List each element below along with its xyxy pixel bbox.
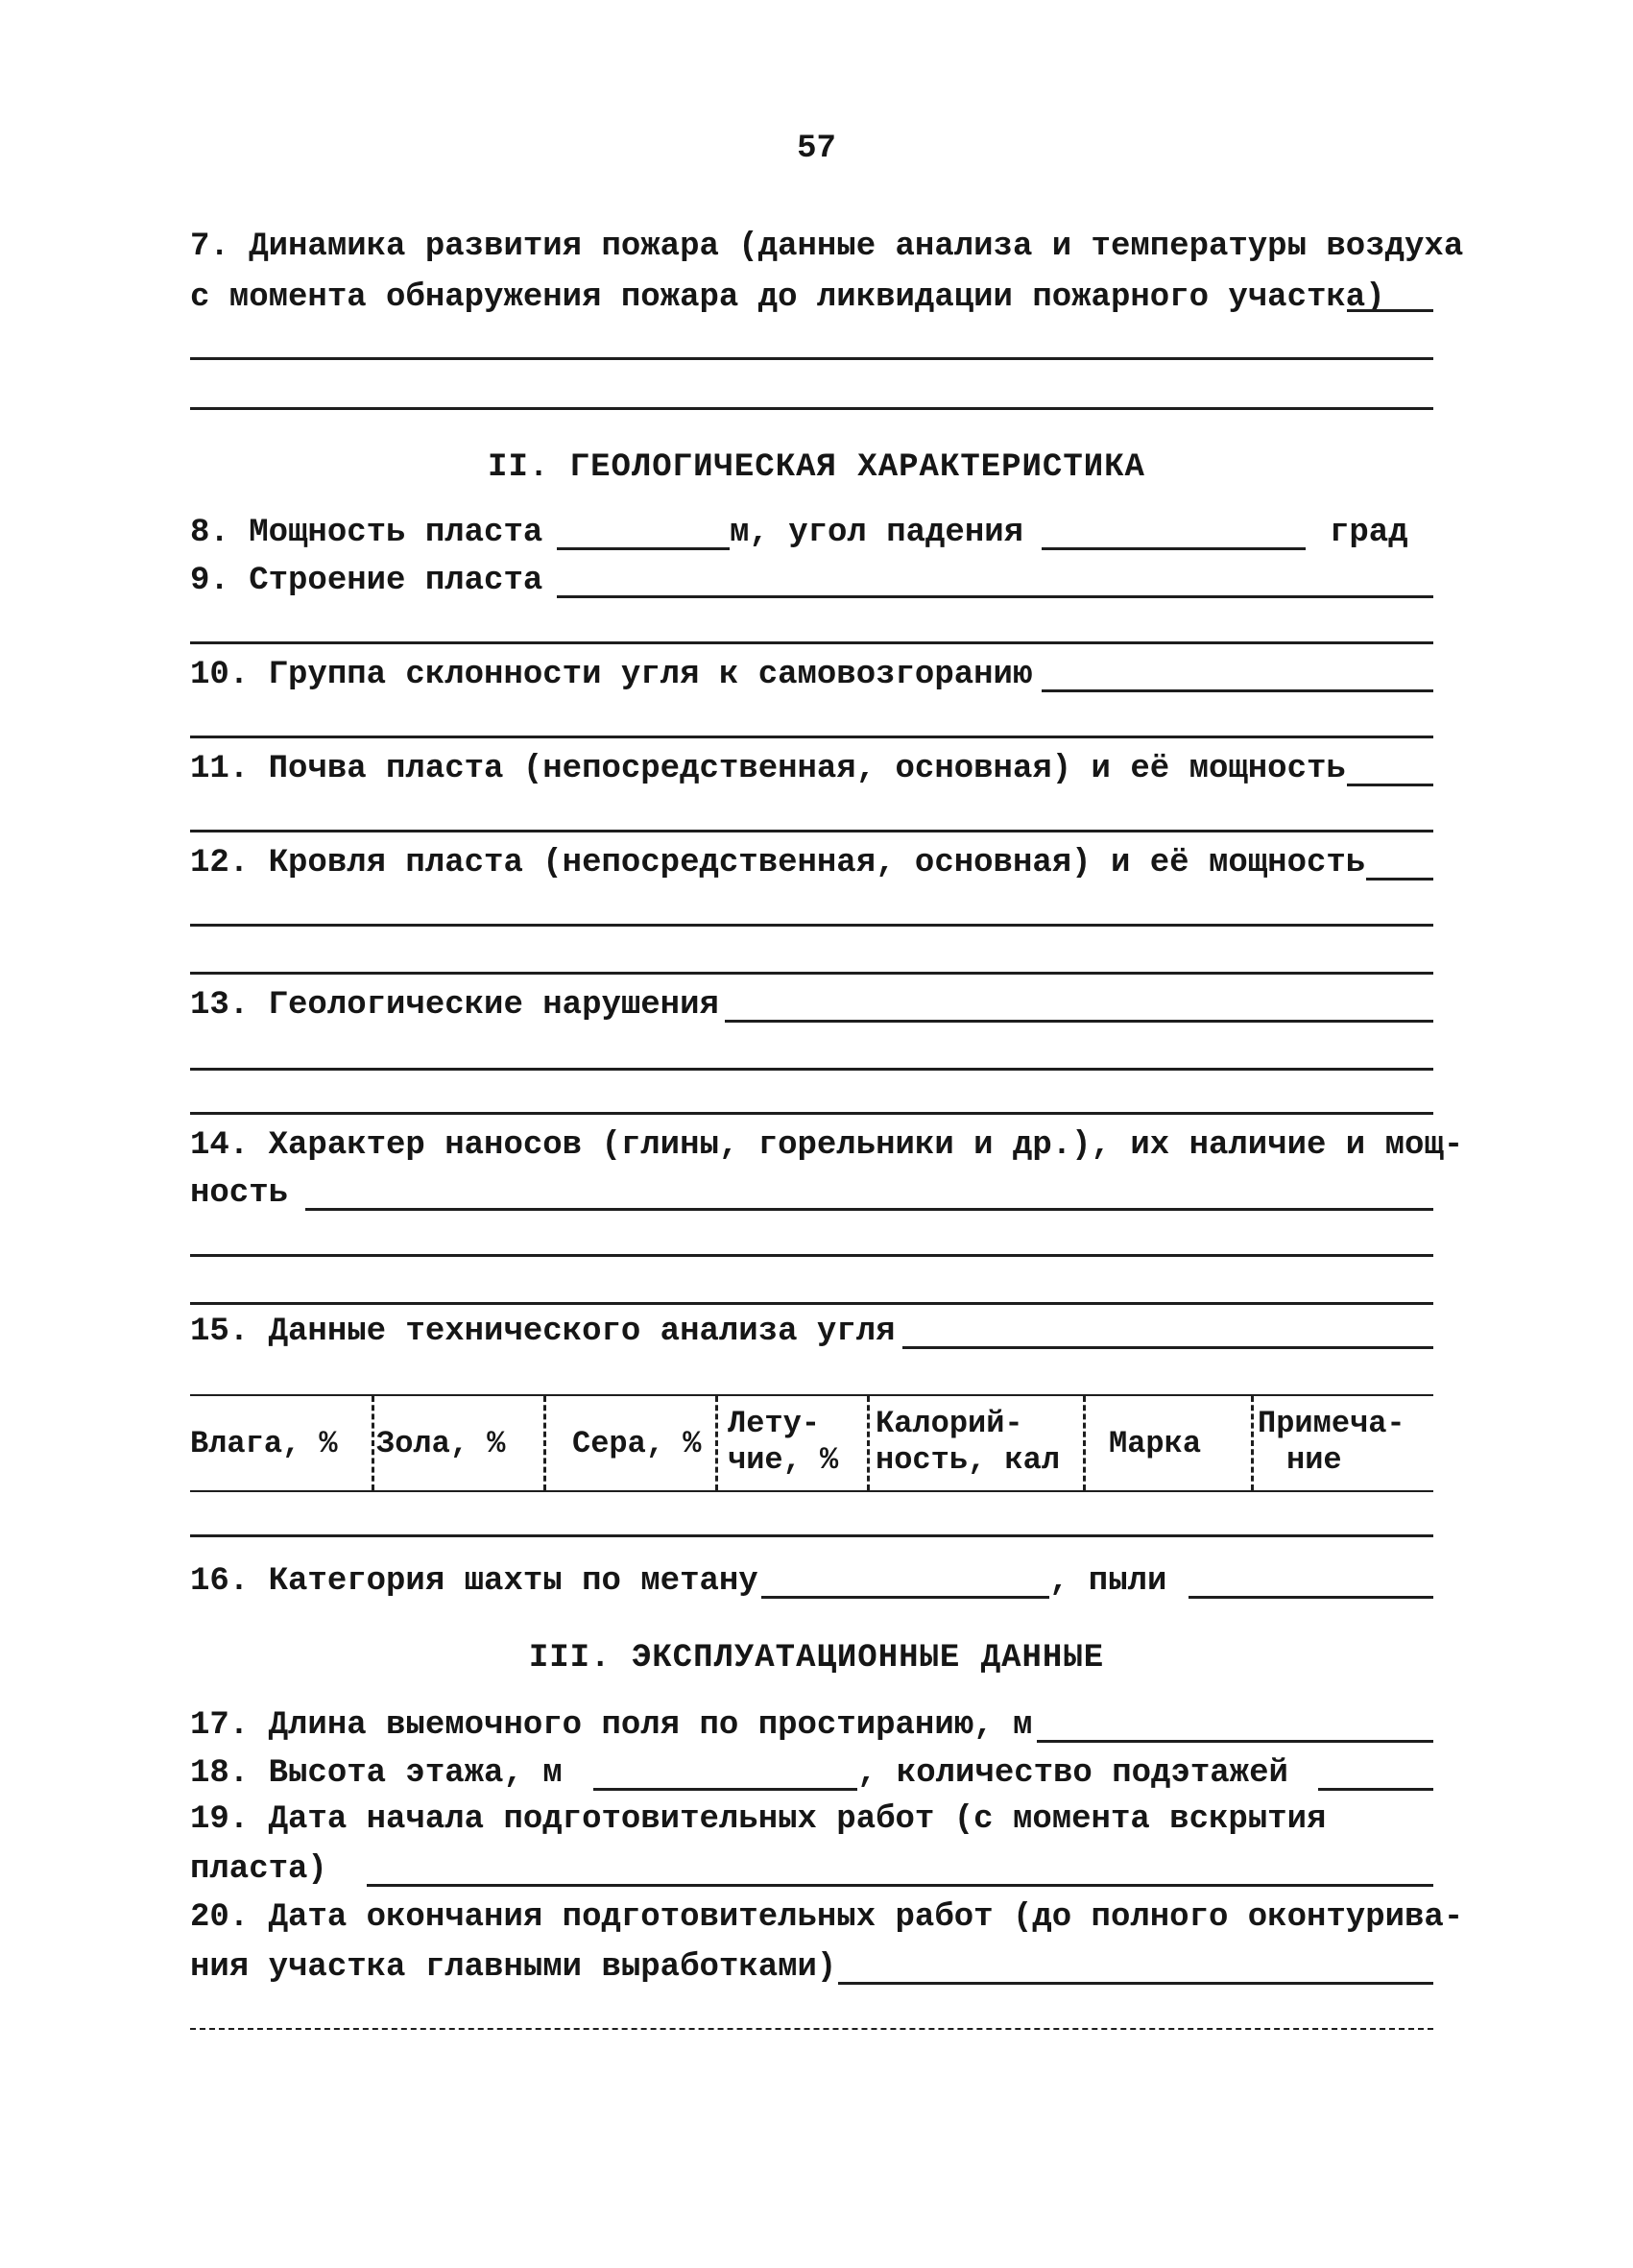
col-ash: Зола, % bbox=[376, 1426, 506, 1461]
item-10-answer-line[interactable] bbox=[190, 736, 1433, 738]
col-volatiles-line-2: чие, % bbox=[728, 1442, 839, 1478]
item-15-label: 15. Данные технического анализа угля bbox=[190, 1314, 896, 1350]
item-13-answer-line-1[interactable] bbox=[190, 1068, 1433, 1071]
item-13-label: 13. Геологические нарушения bbox=[190, 987, 719, 1024]
item-18-sublevels-label: , количество подэтажей bbox=[857, 1755, 1288, 1792]
item-14-answer-line-2[interactable] bbox=[190, 1302, 1433, 1305]
overburden-blank[interactable] bbox=[305, 1208, 1433, 1211]
item-12-answer-line-1[interactable] bbox=[190, 924, 1433, 927]
item-20-line-1: 20. Дата окончания подготовительных работ (до полного оконтурива- bbox=[190, 1899, 1464, 1936]
prep-start-date-blank[interactable] bbox=[367, 1884, 1433, 1887]
item-7-blank[interactable] bbox=[1347, 309, 1433, 312]
table-divider bbox=[715, 1396, 718, 1490]
table-divider bbox=[1083, 1396, 1086, 1490]
page-number: 57 bbox=[797, 131, 836, 167]
section-geology-heading: II. ГЕОЛОГИЧЕСКАЯ ХАРАКТЕРИСТИКА bbox=[488, 449, 1145, 486]
sublevel-count-blank[interactable] bbox=[1318, 1788, 1433, 1791]
item-9-answer-line[interactable] bbox=[190, 641, 1433, 644]
table-divider bbox=[1251, 1396, 1254, 1490]
item-16-dust-label: , пыли bbox=[1049, 1563, 1167, 1600]
item-9-label: 9. Строение пласта bbox=[190, 563, 543, 599]
item-14-line-1: 14. Характер наносов (глины, горельники и др.), их наличие и мощ- bbox=[190, 1127, 1464, 1164]
methane-category-blank[interactable] bbox=[761, 1596, 1049, 1599]
item-12-label: 12. Кровля пласта (непосредственная, основная) и её мощность bbox=[190, 845, 1366, 881]
table-divider bbox=[867, 1396, 870, 1490]
item-14-line-2: ность bbox=[190, 1175, 289, 1212]
seam-structure-blank[interactable] bbox=[557, 595, 1433, 598]
item-13-answer-line-2[interactable] bbox=[190, 1112, 1433, 1115]
dip-angle-blank[interactable] bbox=[1042, 547, 1306, 550]
col-notes-line-1: Примеча- bbox=[1258, 1406, 1405, 1441]
seam-thickness-blank[interactable] bbox=[557, 547, 730, 550]
col-notes-line-2: ние bbox=[1286, 1442, 1342, 1478]
level-height-blank[interactable] bbox=[593, 1788, 857, 1791]
seam-floor-blank[interactable] bbox=[1347, 784, 1433, 786]
item-17-label: 17. Длина выемочного поля по простиранию, м bbox=[190, 1707, 1033, 1744]
col-calorific-line-2: ность, кал bbox=[876, 1442, 1061, 1478]
section-exploitation-heading: III. ЭКСПЛУАТАЦИОННЫЕ ДАННЫЕ bbox=[528, 1640, 1105, 1677]
col-sulfur: Сера, % bbox=[572, 1426, 702, 1461]
col-calorific-line-1: Калорий- bbox=[876, 1406, 1023, 1441]
item-12-answer-line-2[interactable] bbox=[190, 972, 1433, 975]
item-18-label: 18. Высота этажа, м bbox=[190, 1755, 563, 1792]
panel-length-blank[interactable] bbox=[1037, 1740, 1433, 1743]
item-7-answer-line-2[interactable] bbox=[190, 407, 1433, 410]
item-8-label: 8. Мощность пласта bbox=[190, 515, 543, 551]
item-7-line-2: с момента обнаружения пожара до ликвидации пожарного участка) bbox=[190, 279, 1385, 316]
table-divider bbox=[543, 1396, 546, 1490]
table-bottom-border bbox=[190, 1490, 1433, 1492]
item-11-answer-line[interactable] bbox=[190, 830, 1433, 832]
item-14-answer-line-1[interactable] bbox=[190, 1254, 1433, 1257]
item-16-label: 16. Категория шахты по метану bbox=[190, 1563, 758, 1600]
table-divider bbox=[372, 1396, 374, 1490]
col-moisture: Влага, % bbox=[190, 1426, 338, 1461]
item-11-label: 11. Почва пласта (непосредственная, основная) и её мощность bbox=[190, 751, 1346, 787]
item-8-unit: град bbox=[1330, 515, 1408, 551]
self-ignition-group-blank[interactable] bbox=[1042, 689, 1433, 692]
item-7-line-1: 7. Динамика развития пожара (данные анализа и температуры воздуха bbox=[190, 229, 1464, 265]
table-top-border bbox=[190, 1394, 1433, 1396]
item-8-dip-label: м, угол падения bbox=[730, 515, 1024, 551]
technical-analysis-blank[interactable] bbox=[902, 1346, 1433, 1349]
item-19-line-1: 19. Дата начала подготовительных работ (с момента вскрытия bbox=[190, 1801, 1327, 1838]
dust-category-blank[interactable] bbox=[1189, 1596, 1433, 1599]
seam-roof-blank[interactable] bbox=[1366, 878, 1433, 881]
col-grade: Марка bbox=[1109, 1426, 1202, 1461]
item-20-answer-line[interactable] bbox=[190, 2028, 1433, 2030]
prep-end-date-blank[interactable] bbox=[838, 1982, 1433, 1985]
col-volatiles-line-1: Лету- bbox=[728, 1406, 821, 1441]
item-20-line-2: ния участка главными выработками) bbox=[190, 1949, 837, 1986]
item-19-line-2: пласта) bbox=[190, 1851, 327, 1888]
item-7-answer-line-1[interactable] bbox=[190, 357, 1433, 360]
geological-faults-blank[interactable] bbox=[725, 1020, 1433, 1023]
table-answer-line[interactable] bbox=[190, 1534, 1433, 1537]
item-10-label: 10. Группа склонности угля к самовозгоранию bbox=[190, 657, 1033, 693]
